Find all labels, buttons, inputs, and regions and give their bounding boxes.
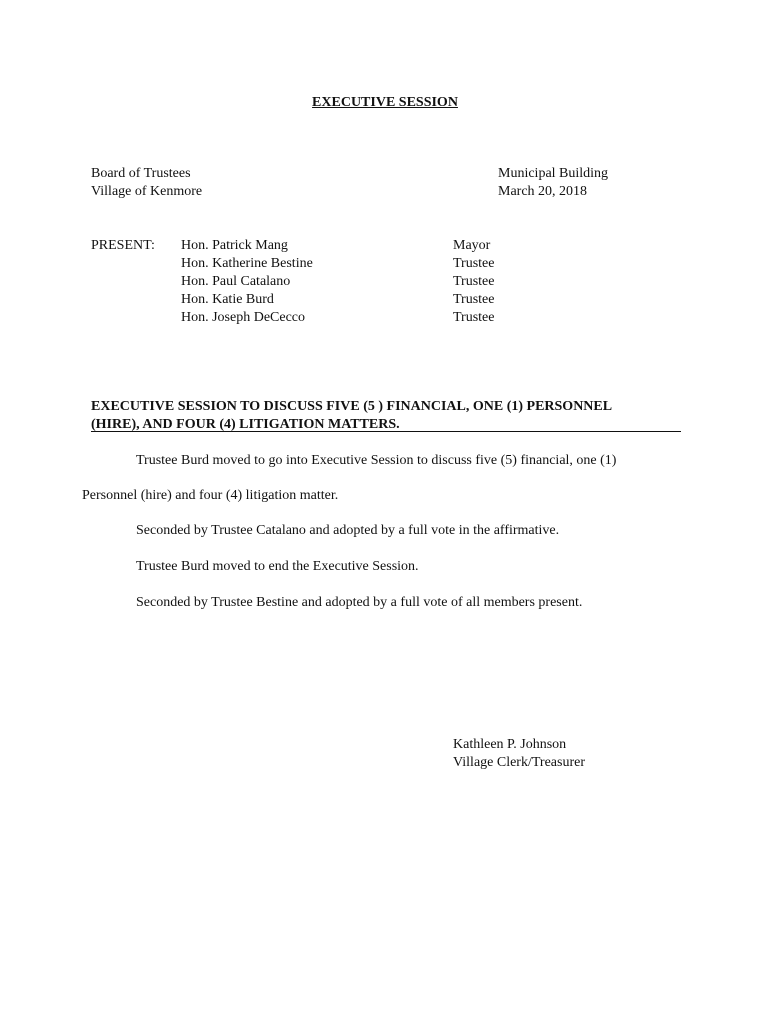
second-paragraph: Seconded by Trustee Catalano and adopted by a full vote in the affirmative. <box>136 523 560 538</box>
signatory-title: Village Clerk/Treasurer <box>453 755 585 770</box>
header-right <box>498 165 608 201</box>
heading-underline <box>91 431 681 432</box>
member-role: Trustee <box>453 310 495 325</box>
board-name: Board of Trustees <box>91 166 191 181</box>
motion-paragraph-line-1: Trustee Burd moved to go into Executive Session to discuss five (5) financial, one (1) <box>136 453 617 468</box>
member-role: Trustee <box>453 256 495 271</box>
signature-block <box>453 736 585 772</box>
meeting-location: Municipal Building <box>498 166 609 181</box>
final-second-paragraph: Seconded by Trustee Bestine and adopted by a full vote of all members present. <box>136 595 583 610</box>
member-name: Hon. Katie Burd <box>181 292 274 307</box>
end-session-paragraph: Trustee Burd moved to end the Executive Session. <box>136 559 419 574</box>
present-roles-list <box>453 237 495 327</box>
member-name: Hon. Joseph DeCecco <box>181 310 306 325</box>
member-name: Hon. Paul Catalano <box>181 274 291 289</box>
section-heading <box>91 398 681 434</box>
signatory-name: Kathleen P. Johnson <box>453 737 567 752</box>
member-role: Mayor <box>453 238 491 253</box>
document-title: EXECUTIVE SESSION <box>312 95 458 110</box>
section-heading-line-1: EXECUTIVE SESSION TO DISCUSS FIVE (5 ) FINANCIAL, ONE (1) PERSONNEL <box>91 399 613 414</box>
meeting-date: March 20, 2018 <box>498 184 588 199</box>
present-names-list <box>181 237 313 327</box>
motion-paragraph-line-2: Personnel (hire) and four (4) litigation matter. <box>82 488 339 503</box>
member-role: Trustee <box>453 292 495 307</box>
member-name: Hon. Patrick Mang <box>181 238 288 253</box>
present-label: PRESENT: <box>91 238 155 253</box>
member-role: Trustee <box>453 274 495 289</box>
section-heading-line-2: (HIRE), AND FOUR (4) LITIGATION MATTERS. <box>91 417 400 432</box>
header-left <box>91 165 202 201</box>
village-name: Village of Kenmore <box>91 184 203 199</box>
member-name: Hon. Katherine Bestine <box>181 256 313 271</box>
